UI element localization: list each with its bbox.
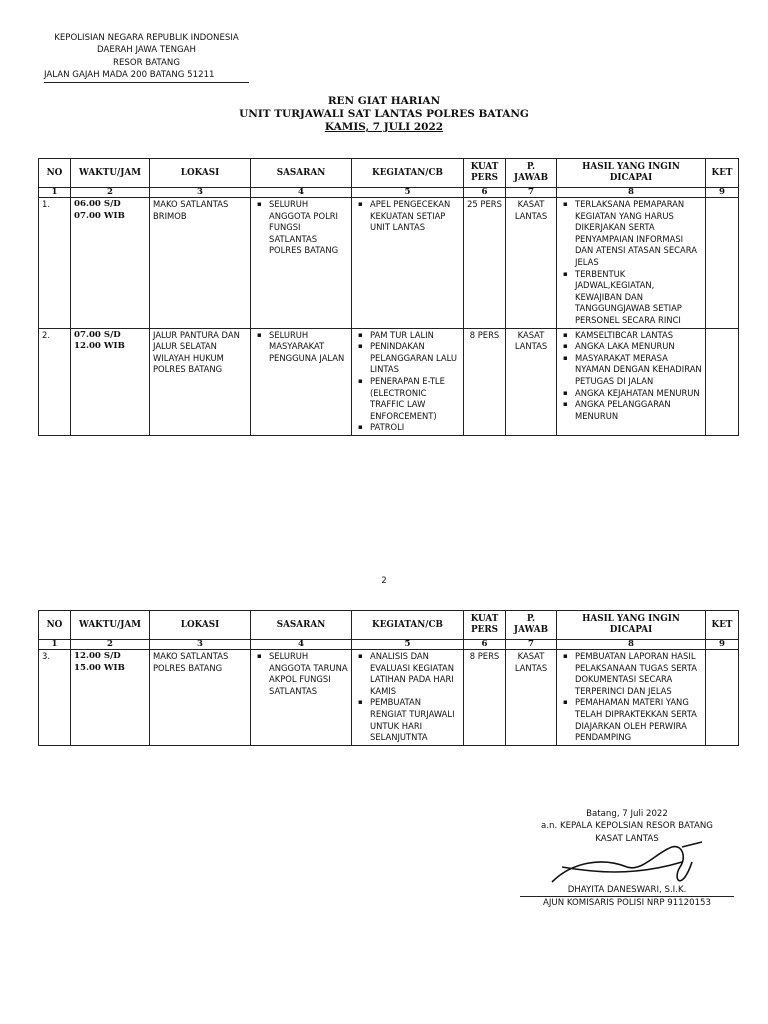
column-number: 5 bbox=[352, 640, 464, 650]
column-number: 3 bbox=[150, 188, 251, 198]
kegiatan-item: ▪ ANALISIS DAN EVALUASI KEGIATAN LATIHAN PADA HARI KAMIS bbox=[370, 651, 460, 697]
signatory-rank: AJUN KOMISARIS POLISI NRP 91120153 bbox=[543, 898, 711, 909]
signatory-name: DHAYITA DANESWARI, S.I.K. bbox=[520, 884, 734, 897]
cell-target bbox=[251, 650, 352, 746]
title-line-2: UNIT TURJAWALI SAT LANTAS POLRES BATANG bbox=[239, 108, 529, 120]
kegiatan-item: ▪ PATROLI bbox=[370, 422, 460, 434]
column-number: 6 bbox=[464, 640, 506, 650]
table-row bbox=[39, 328, 739, 435]
header-sasaran: SASARAN bbox=[251, 159, 352, 188]
cell-responsible: KASAT LANTAS bbox=[506, 328, 557, 435]
title-line-1: REN GIAT HARIAN bbox=[327, 95, 441, 107]
header-waktu: WAKTU/JAM bbox=[71, 611, 150, 640]
header-hasil: HASIL YANG INGIN DICAPAI bbox=[557, 159, 706, 188]
header-kegiatan: KEGIATAN/CB bbox=[352, 611, 464, 640]
cell-location: MAKO SATLANTAS POLRES BATANG bbox=[150, 650, 251, 746]
cell-target bbox=[251, 328, 352, 435]
cell-no: 1. bbox=[39, 198, 71, 329]
header-pjawab: P. JAWAB bbox=[506, 159, 557, 188]
kegiatan-item: ▪ PENERAPAN E-TLE (ELECTRONIC TRAFFIC LAW ENFORCEMENT) bbox=[370, 376, 460, 422]
column-number: 2 bbox=[71, 640, 150, 650]
letterhead-resort: RESOR BATANG bbox=[113, 57, 180, 68]
hasil-item: ▪ TERBENTUK JADWAL,KEGIATAN, KEWAJIBAN DAN TANGGUNGJAWAB SETIAP PERSONEL SECARA RINCI bbox=[575, 269, 702, 327]
signature-block bbox=[520, 808, 734, 909]
column-number: 1 bbox=[39, 188, 71, 198]
header-no: NO bbox=[39, 159, 71, 188]
column-number: 9 bbox=[706, 188, 739, 198]
letterhead-region: DAERAH JAWA TENGAH bbox=[96, 45, 196, 56]
column-number: 2 bbox=[71, 188, 150, 198]
cell-personnel: 25 PERS bbox=[464, 198, 506, 329]
activity-table-2 bbox=[38, 610, 739, 746]
hasil-item: ▪ ANGKA LAKA MENURUN bbox=[575, 341, 702, 353]
kegiatan-item: ▪ APEL PENGECEKAN KEKUATAN SETIAP UNIT LANTAS bbox=[370, 199, 460, 234]
cell-notes bbox=[706, 650, 739, 746]
header-sasaran: SASARAN bbox=[251, 611, 352, 640]
column-number: 7 bbox=[506, 188, 557, 198]
column-number: 5 bbox=[352, 188, 464, 198]
header-kegiatan: KEGIATAN/CB bbox=[352, 159, 464, 188]
cell-personnel: 8 PERS bbox=[464, 650, 506, 746]
title-date: KAMIS, 7 JULI 2022 bbox=[324, 121, 444, 133]
cell-expected-result bbox=[557, 198, 706, 329]
column-number: 8 bbox=[557, 188, 706, 198]
column-number: 1 bbox=[39, 640, 71, 650]
hasil-item: ▪ PEMBUATAN LAPORAN HASIL PELAKSANAAN TUGAS SERTA DOKUMENTASI SECARA TERPERINCI DAN JELAS bbox=[575, 651, 702, 697]
hasil-item: ▪ MASYARAKAT MERASA NYAMAN DENGAN KEHADIRAN PETUGAS DI JALAN bbox=[575, 353, 702, 388]
cell-location: MAKO SATLANTAS BRIMOB bbox=[150, 198, 251, 329]
header-waktu: WAKTU/JAM bbox=[71, 159, 150, 188]
letterhead-address: JALAN GAJAH MADA 200 BATANG 51211 bbox=[44, 69, 249, 83]
sasaran-item: ▪ SELURUH MASYARAKAT PENGGUNA JALAN bbox=[269, 330, 348, 365]
hasil-item: ▪ KAMSELTIBCAR LANTAS bbox=[575, 330, 702, 342]
table-row bbox=[39, 650, 739, 746]
column-number: 4 bbox=[251, 640, 352, 650]
header-pjawab: P. JAWAB bbox=[506, 611, 557, 640]
header-lokasi: LOKASI bbox=[150, 159, 251, 188]
cell-location: JALUR PANTURA DAN JALUR SELATAN WILAYAH HUKUM POLRES BATANG bbox=[150, 328, 251, 435]
cell-no: 3. bbox=[39, 650, 71, 746]
cell-notes bbox=[706, 198, 739, 329]
header-kuat: KUAT PERS bbox=[464, 159, 506, 188]
cell-activity bbox=[352, 650, 464, 746]
signature-on-behalf: a.n. KEPALA KEPOLSIAN RESOR BATANG bbox=[541, 821, 713, 832]
handwritten-signature bbox=[532, 822, 712, 902]
column-number: 4 bbox=[251, 188, 352, 198]
activity-table-1 bbox=[38, 158, 739, 436]
letterhead bbox=[44, 32, 249, 83]
cell-expected-result bbox=[557, 328, 706, 435]
cell-time: 07.00 S/D 12.00 WIB bbox=[71, 328, 150, 435]
column-number: 6 bbox=[464, 188, 506, 198]
column-number: 7 bbox=[506, 640, 557, 650]
cell-personnel: 8 PERS bbox=[464, 328, 506, 435]
header-ket: KET bbox=[706, 159, 739, 188]
header-no: NO bbox=[39, 611, 71, 640]
hasil-item: ▪ PEMAHAMAN MATERI YANG TELAH DIPRAKTEKKAN SERTA DIAJARKAN OLEH PERWIRA PENDAMPING bbox=[575, 697, 702, 743]
cell-notes bbox=[706, 328, 739, 435]
hasil-item: ▪ ANGKA KEJAHATAN MENURUN bbox=[575, 388, 702, 400]
column-number: 9 bbox=[706, 640, 739, 650]
kegiatan-item: ▪ PAM TUR LALIN bbox=[370, 330, 460, 342]
table-row bbox=[39, 198, 739, 329]
cell-activity bbox=[352, 198, 464, 329]
header-hasil: HASIL YANG INGIN DICAPAI bbox=[557, 611, 706, 640]
column-number: 8 bbox=[557, 640, 706, 650]
signature-position: KASAT LANTAS bbox=[595, 833, 659, 844]
cell-responsible: KASAT LANTAS bbox=[506, 650, 557, 746]
cell-expected-result bbox=[557, 650, 706, 746]
cell-activity bbox=[352, 328, 464, 435]
document-title bbox=[0, 95, 768, 134]
hasil-item: ▪ TERLAKSANA PEMAPARAN KEGIATAN YANG HARUS DIKERJAKAN SERTA PENYAMPAIAN INFORMASI DAN ATENSI ATASAN SECARA JELAS bbox=[575, 199, 702, 269]
signature-place-date: Batang, 7 Juli 2022 bbox=[586, 809, 668, 819]
hasil-item: ▪ ANGKA PELANGGARAN MENURUN bbox=[575, 399, 702, 422]
page-number: 2 bbox=[381, 576, 387, 586]
cell-target bbox=[251, 198, 352, 329]
header-kuat: KUAT PERS bbox=[464, 611, 506, 640]
sasaran-item: ▪ SELURUH ANGGOTA POLRI FUNGSI SATLANTAS POLRES BATANG bbox=[269, 199, 348, 257]
cell-responsible: KASAT LANTAS bbox=[506, 198, 557, 329]
header-ket: KET bbox=[706, 611, 739, 640]
kegiatan-item: ▪ PENINDAKAN PELANGGARAN LALU LINTAS bbox=[370, 341, 460, 376]
cell-time: 06.00 S/D 07.00 WIB bbox=[71, 198, 150, 329]
letterhead-institution: KEPOLISIAN NEGARA REPUBLIK INDONESIA bbox=[54, 33, 239, 43]
sasaran-item: ▪ SELURUH ANGGOTA TARUNA AKPOL FUNGSI SATLANTAS bbox=[269, 651, 348, 697]
cell-time: 12.00 S/D 15.00 WIB bbox=[71, 650, 150, 746]
cell-no: 2. bbox=[39, 328, 71, 435]
header-lokasi: LOKASI bbox=[150, 611, 251, 640]
kegiatan-item: ▪ PEMBUATAN RENGIAT TURJAWALI UNTUK HARI SELANJUTNTA bbox=[370, 697, 460, 743]
column-number: 3 bbox=[150, 640, 251, 650]
